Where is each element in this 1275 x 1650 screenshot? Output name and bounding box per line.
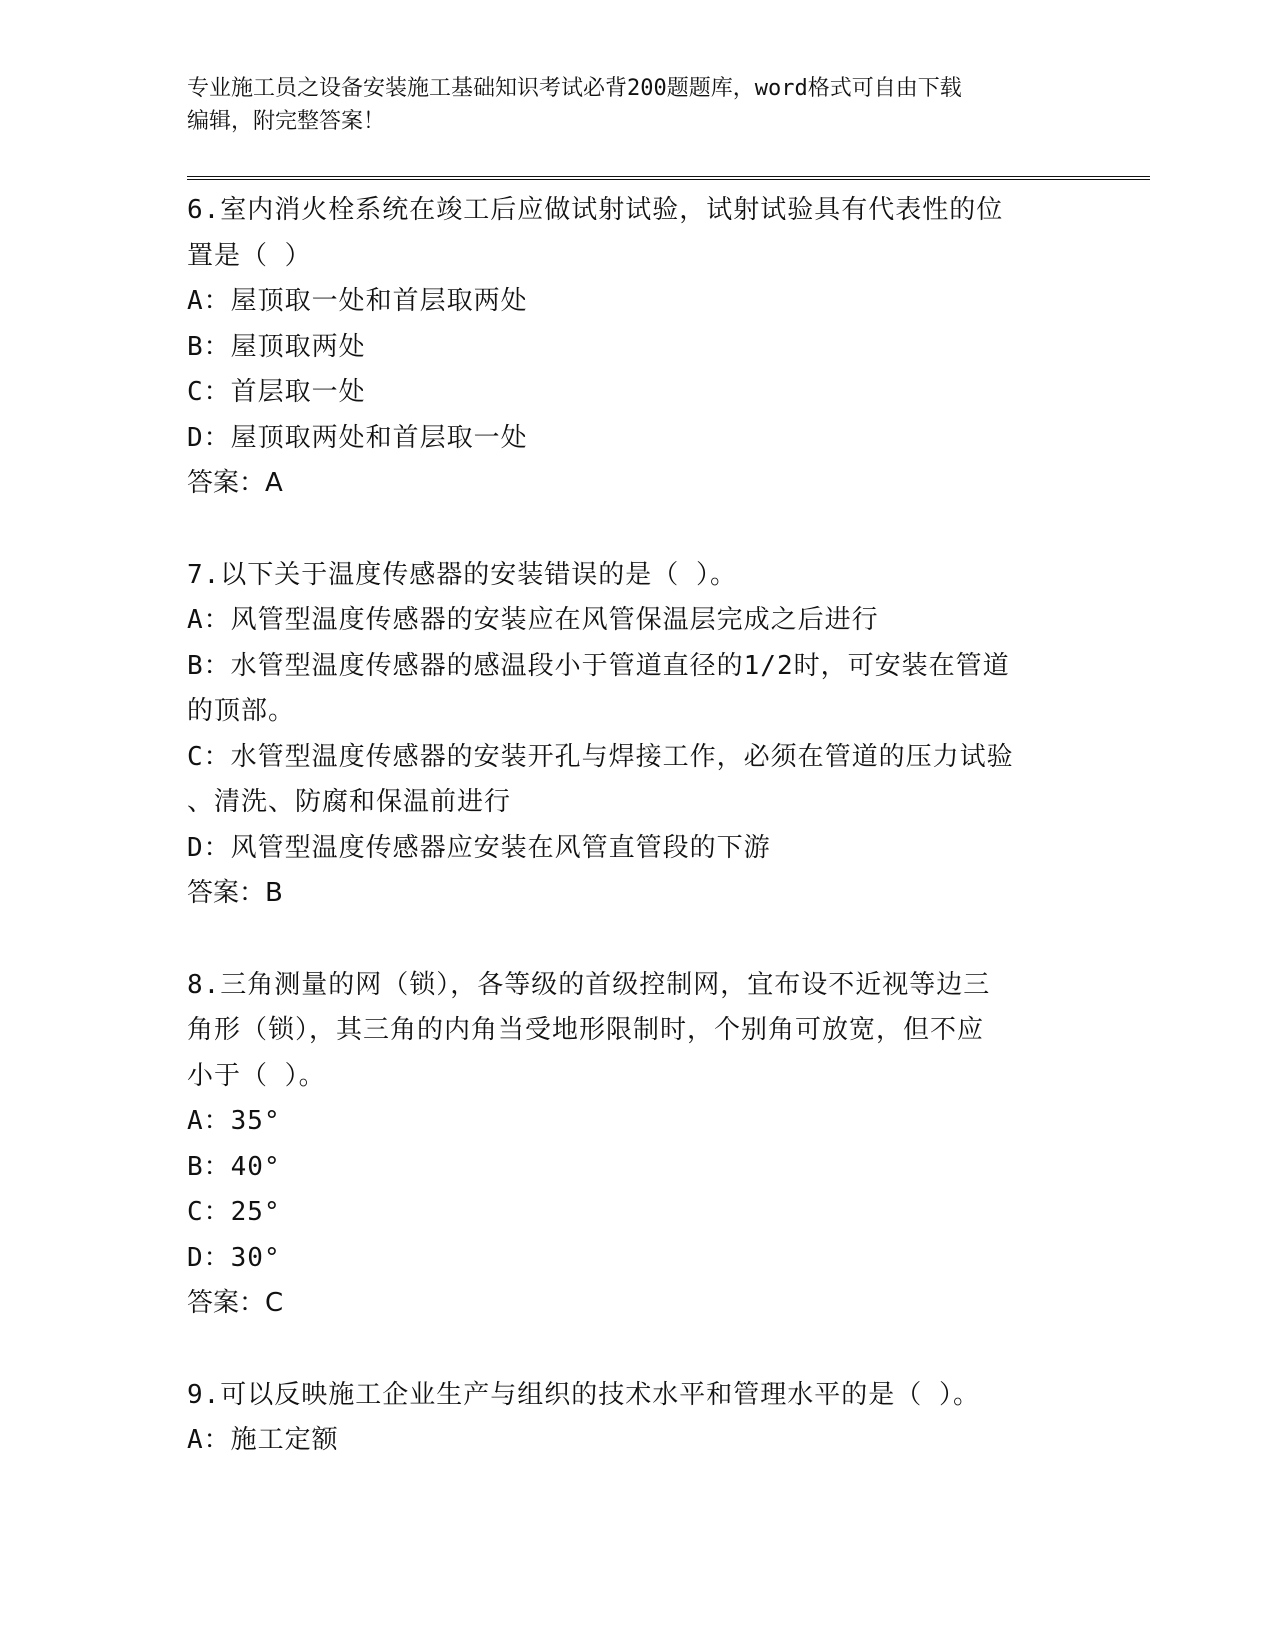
- question-6: [187, 188, 1087, 507]
- header-line-2: 编辑，附完整答案！: [187, 109, 386, 134]
- answer: 答案：C: [187, 1288, 284, 1318]
- header-line-1: 专业施工员之设备安装施工基础知识考试必背200题题库，word格式可自由下载: [187, 76, 962, 101]
- header-divider: [187, 176, 1150, 180]
- question-text: 6.室内消火栓系统在竣工后应做试射试验，试射试验具有代表性的位: [187, 195, 1004, 225]
- answer: 答案：B: [187, 878, 283, 908]
- option-b: B：40°: [187, 1151, 281, 1182]
- question-text: 9.可以反映施工企业生产与组织的技术水平和管理水平的是（ ）。: [187, 1379, 980, 1410]
- question-8: [187, 963, 1087, 1327]
- option-a: A：35°: [187, 1106, 281, 1136]
- question-9: [187, 1373, 1087, 1464]
- question-list: [187, 188, 1087, 1464]
- option-b-continued: 的顶部。: [187, 696, 296, 726]
- option-d: D：屋顶取两处和首层取一处: [187, 422, 528, 453]
- question-text: 7.以下关于温度传感器的安装错误的是（ ）。: [187, 559, 737, 590]
- answer: 答案：A: [187, 468, 283, 498]
- option-a: A：施工定额: [187, 1425, 339, 1455]
- question-text: 8.三角测量的网（锁），各等级的首级控制网，宜布设不近视等边三: [187, 969, 991, 1000]
- option-a: A：风管型温度传感器的安装应在风管保温层完成之后进行: [187, 605, 879, 635]
- option-c: C：25°: [187, 1197, 281, 1227]
- option-a: A：屋顶取一处和首层取两处: [187, 286, 528, 316]
- question-text: 小于（ ）。: [187, 1060, 326, 1091]
- spacer: [187, 1327, 1087, 1373]
- option-d: D：30°: [187, 1242, 281, 1273]
- document-header: [187, 72, 1087, 138]
- option-b: B：屋顶取两处: [187, 331, 366, 362]
- question-text: 置是（ ）: [187, 240, 312, 271]
- spacer: [187, 917, 1087, 963]
- question-text: 角形（锁），其三角的内角当受地形限制时，个别角可放宽，但不应: [187, 1015, 985, 1045]
- option-c: C：首层取一处: [187, 377, 366, 407]
- spacer: [187, 507, 1087, 553]
- option-c: C：水管型温度传感器的安装开孔与焊接工作，必须在管道的压力试验: [187, 741, 1014, 772]
- option-d: D：风管型温度传感器应安装在风管直管段的下游: [187, 832, 771, 863]
- option-c-continued: 、清洗、防腐和保温前进行: [187, 787, 512, 817]
- question-7: [187, 553, 1087, 917]
- option-b: B：水管型温度传感器的感温段小于管道直径的1/2时，可安装在管道: [187, 650, 1010, 681]
